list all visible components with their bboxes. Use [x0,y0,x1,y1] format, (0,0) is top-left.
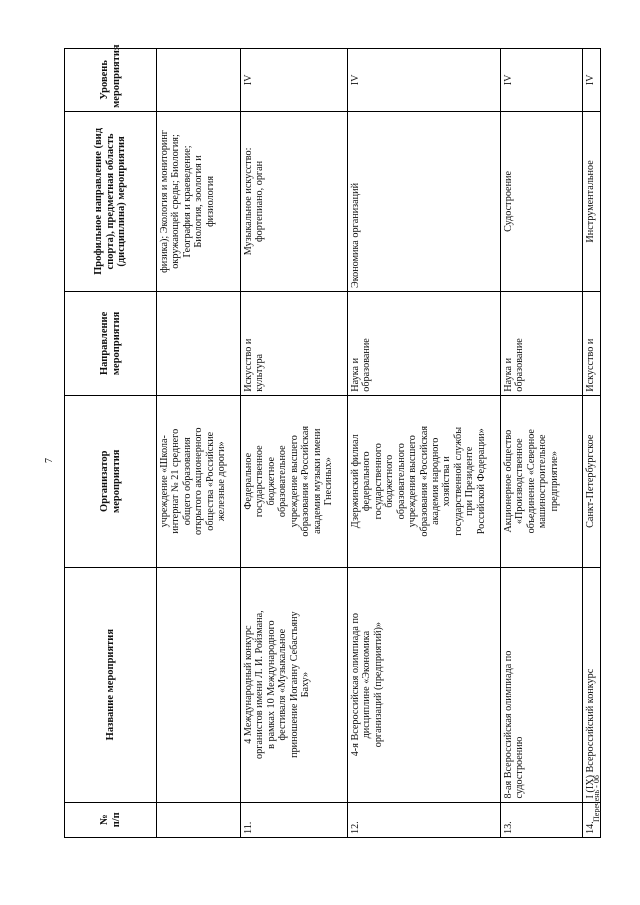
header-direction: Направление мероприятия [65,292,157,396]
header-name: Название мероприятия [65,567,157,802]
cell-num: 13. [501,802,583,837]
cell-profile: Судостроение [501,111,583,291]
cell-level: IV [348,49,501,112]
cell-direction: Искусство и [583,292,601,396]
cell-profile: Экономика организаций [348,111,501,291]
cell-level [157,49,241,112]
table-row [501,49,583,838]
cell-num [157,802,241,837]
cell-direction [157,292,241,396]
cell-organizer: Дзержинский филиал федерального государственного бюджетного образовательного учреждения высшего образования «Российская академия народного хозяйства и государственной службы при Президенте Российской Федерации» [348,395,501,567]
header-level: Уровень мероприятия [65,49,157,112]
header-organizer: Организатор мероприятия [65,395,157,567]
table-header-row [65,49,157,838]
table-row [241,49,348,838]
cell-organizer: Акционерное общество «Производственное объединение «Северное машиностроительное предприятие» [501,395,583,567]
table-row [348,49,501,838]
cell-profile: физика); Экология и мониторинг окружающей среды; Биология; География и краеведение; Биология, зоология и физиология [157,111,241,291]
cell-organizer: Федеральное государственное бюджетное образовательное учреждение высшего образования «Российская академия музыки имени Гнесиных» [241,395,348,567]
cell-level: IV [501,49,583,112]
cell-level: IV [583,49,601,112]
page-number: 7 [44,458,55,463]
table-row [583,49,601,838]
table-row [157,49,241,838]
cell-num: 12. [348,802,501,837]
footer-note: Перечень - 06 [592,775,601,822]
header-num: № п/п [65,802,157,837]
header-profile: Профильное направление (вид спорта), предметная область (дисциплина) мероприятия [65,111,157,291]
cell-name: 4 Международный конкурс органистов имени Л. И. Ройзмана, в рамках 10 Международного фестиваля «Музыкальное приношение Иоганну Себастьяну Баху» [241,567,348,802]
cell-name [157,567,241,802]
cell-name: 4-я Всероссийская олимпиада по дисциплине «Экономика организаций (предприятий)» [348,567,501,802]
cell-profile: Музыкальное искусство: фортепиано, орган [241,111,348,291]
cell-name: I (IX) Всероссийский конкурс [583,567,601,802]
cell-num: 14. [583,802,601,837]
events-table [64,44,601,838]
cell-direction: Наука и образование [348,292,501,396]
rotated-table-container [64,44,604,838]
cell-profile: Инструментальное [583,111,601,291]
cell-organizer: Санкт-Петербургское [583,395,601,567]
cell-organizer: учреждение «Школа- интернат № 21 среднего общего образования открытого акционерного общества «Российские железные дороги» [157,395,241,567]
cell-level: IV [241,49,348,112]
cell-direction: Искусство и культура [241,292,348,396]
cell-name: 8-ая Всероссийская олимпиада по судостроению [501,567,583,802]
cell-num: 11. [241,802,348,837]
cell-direction: Наука и образование [501,292,583,396]
